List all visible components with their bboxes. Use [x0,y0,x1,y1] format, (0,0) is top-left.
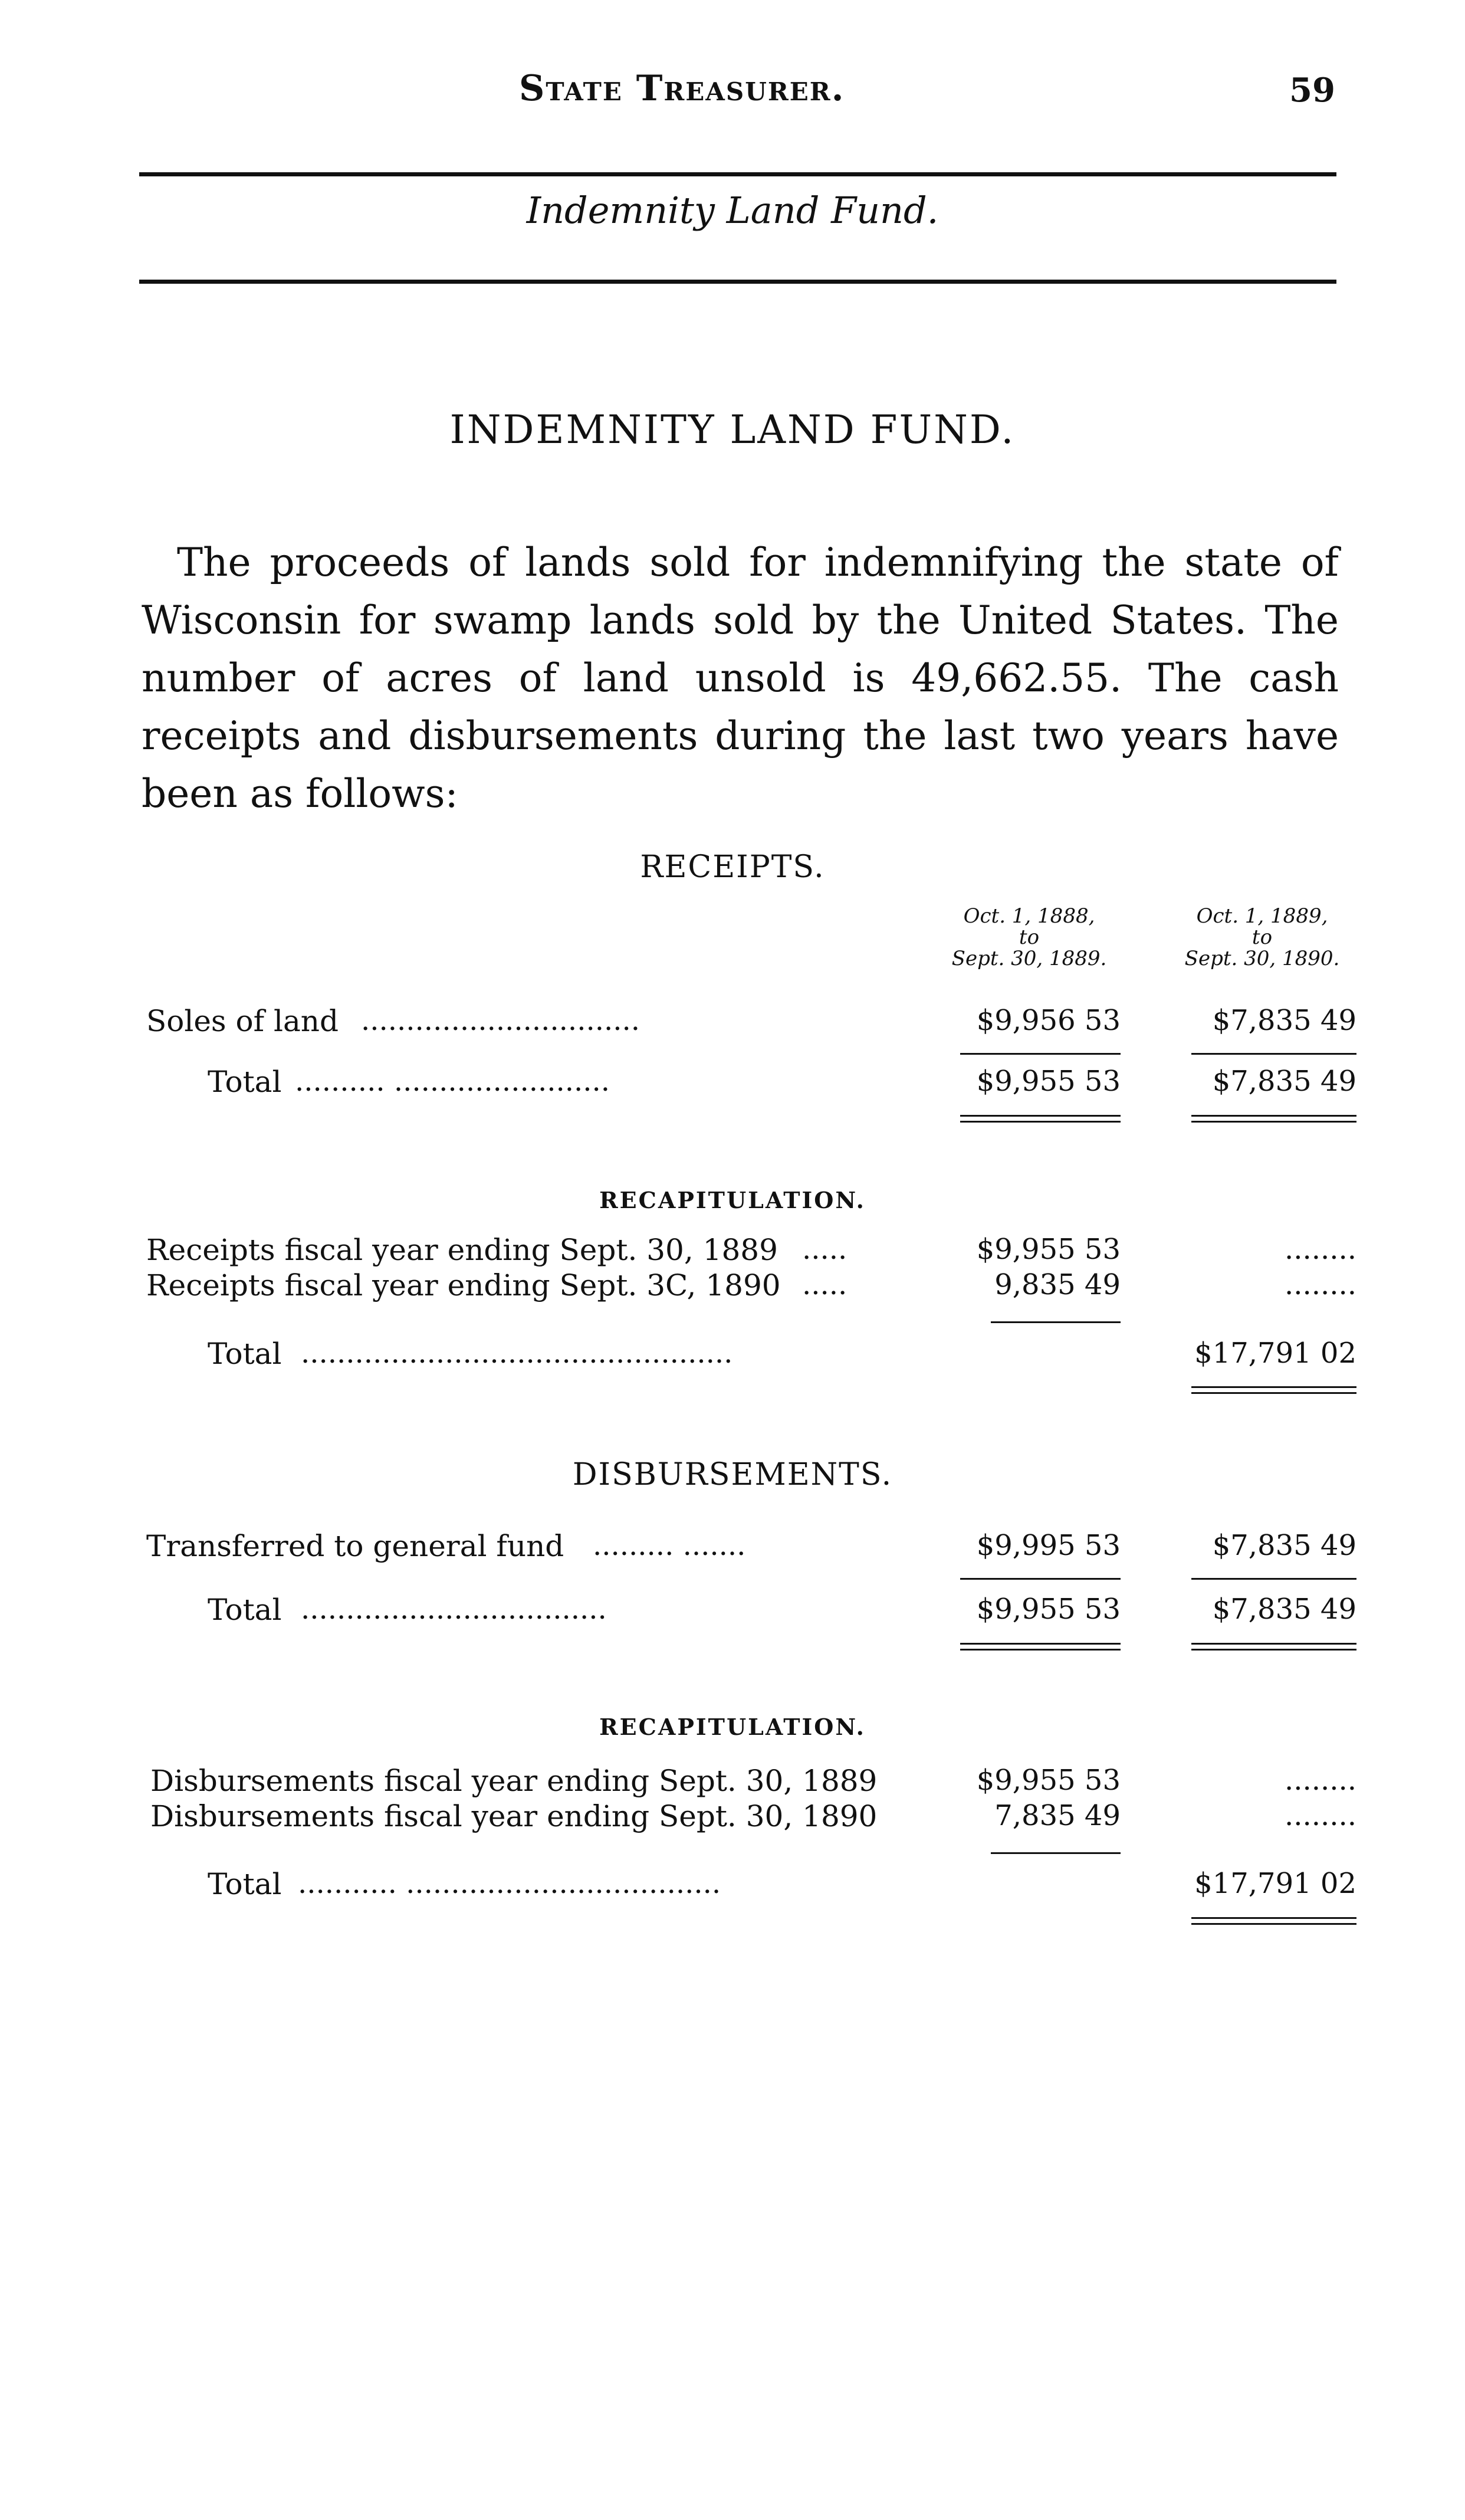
disbursements-row-value-2: $7,835 49 [1212,1529,1356,1562]
disbursements-total-double-rule-1b [960,1649,1121,1651]
disbursements-row-dots: ......... ....... [593,1529,746,1562]
page-title: INDEMNITY LAND FUND. [449,407,1016,452]
receipts-recap-double-rule-a [1191,1386,1356,1388]
disbursements-total-double-rule-2b [1191,1649,1356,1651]
running-title: State Treasurer. [519,68,845,109]
receipts-total-value-1: $9,955 53 [976,1065,1121,1098]
receipts-subtotal-rule-2 [1191,1053,1356,1055]
receipts-recap-row-2-dots: ..... [802,1268,848,1301]
disbursements-total-double-rule-2a [1191,1643,1356,1645]
disbursements-subtotal-rule-2 [1191,1578,1356,1580]
receipts-heading: RECEIPTS. [640,849,825,885]
disbursements-recap-row-1-label: Disbursements fiscal year ending Sept. 30, 1889 [150,1764,878,1798]
receipts-recap-heading: RECAPITULATION. [599,1187,866,1213]
receipts-recap-total-value: $17,791 02 [1194,1337,1356,1370]
disbursements-row-label: Transferred to general fund [146,1529,564,1563]
column-header-1889 [1174,905,1351,969]
receipts-recap-row-1-dots: ..... [802,1233,848,1266]
receipts-total-double-rule-2a [1191,1115,1356,1117]
col1-line3: Sept. 30, 1889. [951,947,1107,970]
disbursements-row-value-1: $9,995 53 [976,1529,1121,1562]
col2-line1: Oct. 1, 1889, [1196,904,1328,928]
disbursements-recap-row-1-value: $9,955 53 [976,1764,1121,1797]
header-rule-bottom [139,280,1336,284]
receipts-recap-row-1-leader: ........ [1284,1233,1356,1266]
col2-line2: to [1252,926,1273,949]
receipts-recap-double-rule-b [1191,1392,1356,1394]
intro-paragraph: The proceeds of lands sold for indemnifying the state of Wisconsin for swamp lands sold by the United States. The number of acres of land unsold is 49,662.55. The cash receipts and disbursements during the last two years have been as follows: [142,540,1339,816]
col1-line2: to [1019,926,1040,949]
receipts-total-double-rule-1b [960,1121,1121,1123]
receipts-total-double-rule-1a [960,1115,1121,1117]
disbursements-subtotal-rule-1 [960,1578,1121,1580]
receipts-row-dots: ............................... [361,1004,640,1037]
disbursements-total-value-1: $9,955 53 [976,1593,1121,1626]
receipts-recap-total-label: Total [208,1337,282,1371]
receipts-total-value-2: $7,835 49 [1212,1065,1356,1098]
receipts-recap-row-2-label: Receipts fiscal year ending Sept. 3C, 1890 [146,1268,781,1302]
receipts-total-label: Total [208,1065,282,1099]
disbursements-recap-total-label: Total [208,1867,282,1901]
receipts-recap-total-dots: ................................................ [301,1337,733,1370]
disbursements-total-dots: .................................. [301,1593,607,1626]
col2-line3: Sept. 30, 1890. [1184,947,1340,970]
receipts-recap-subtotal-rule [991,1321,1121,1323]
receipts-recap-row-2-leader: ........ [1284,1268,1356,1301]
disbursements-recap-double-rule-b [1191,1923,1356,1925]
disbursements-recap-subtotal-rule [991,1852,1121,1854]
disbursements-recap-row-2-leader: ........ [1284,1799,1356,1832]
receipts-total-dots: .......... ........................ [295,1065,610,1098]
disbursements-recap-total-dots: ........... ................................... [298,1867,721,1900]
disbursements-recap-row-2-label: Disbursements fiscal year ending Sept. 30, 1890 [150,1799,878,1833]
section-title: Indemnity Land Fund. [526,189,939,232]
disbursements-total-double-rule-1a [960,1643,1121,1645]
disbursements-heading: DISBURSEMENTS. [572,1457,893,1492]
col1-line1: Oct. 1, 1888, [963,904,1095,928]
disbursements-total-label: Total [208,1593,282,1627]
column-header-1888 [941,905,1118,969]
disbursements-recap-row-2-value: 7,835 49 [994,1799,1121,1832]
header-rule-top [139,172,1336,176]
disbursements-recap-total-value: $17,791 02 [1194,1867,1356,1900]
page-number: 59 [1289,71,1335,110]
disbursements-recap-double-rule-a [1191,1917,1356,1919]
disbursements-recap-heading: RECAPITULATION. [599,1714,866,1740]
receipts-row-value-1: $9,956 53 [976,1004,1121,1037]
receipts-recap-row-1-label: Receipts fiscal year ending Sept. 30, 1889 [146,1233,778,1267]
receipts-recap-row-2-value: 9,835 49 [994,1268,1121,1301]
receipts-row-label: Soles of land [146,1004,339,1038]
receipts-subtotal-rule-1 [960,1053,1121,1055]
disbursements-total-value-2: $7,835 49 [1212,1593,1356,1626]
receipts-row-value-2: $7,835 49 [1212,1004,1356,1037]
disbursements-recap-row-1-leader: ........ [1284,1764,1356,1797]
receipts-recap-row-1-value: $9,955 53 [976,1233,1121,1266]
receipts-total-double-rule-2b [1191,1121,1356,1123]
